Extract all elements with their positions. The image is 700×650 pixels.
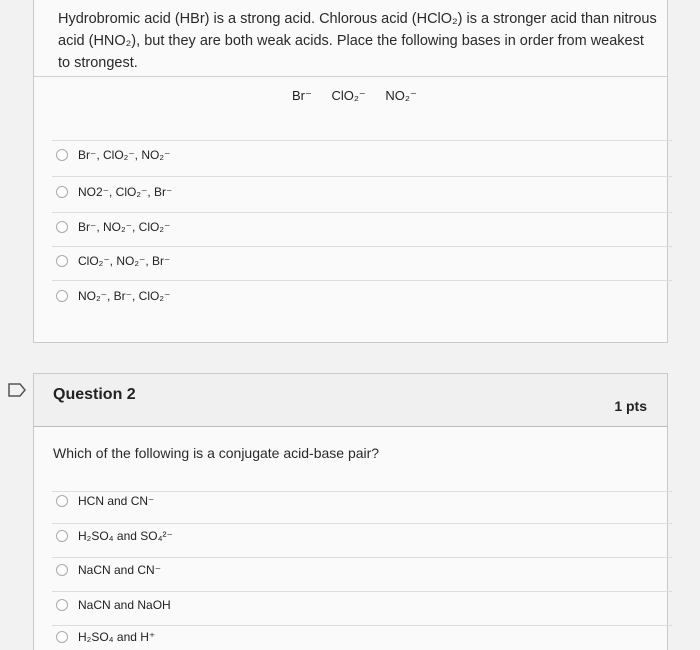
answer-option-1[interactable] (56, 489, 656, 513)
divider (52, 591, 672, 592)
question-2-body (33, 427, 668, 650)
radio-button[interactable] (56, 255, 68, 267)
answer-option-3[interactable] (56, 214, 656, 240)
answer-option-label: ClO₂⁻, NO₂⁻, Br⁻ (78, 254, 171, 268)
radio-button[interactable] (56, 290, 68, 302)
divider (34, 76, 667, 77)
answer-option-5[interactable] (56, 283, 656, 309)
radio-button[interactable] (56, 564, 68, 576)
question-title: Question 2 (53, 386, 136, 403)
answer-option-label: Br⁻, NO₂⁻, ClO₂⁻ (78, 220, 171, 234)
divider (52, 176, 672, 177)
answer-option-2[interactable] (56, 179, 656, 205)
base-item: Br⁻ (292, 88, 312, 103)
answer-option-1[interactable] (56, 142, 656, 168)
question-1-card (33, 0, 668, 343)
radio-button[interactable] (56, 631, 68, 643)
answer-option-label: HCN and CN⁻ (78, 494, 155, 508)
question-1-stem: Hydrobromic acid (HBr) is a strong acid. Chlorous acid (HClO₂) is a stronger acid than nitrous acid (HNO₂), but they are both weak acids. Place the following bases in order from weakest to strongest. (58, 11, 657, 71)
answer-option-label: H₂SO₄ and SO₄²⁻ (78, 529, 173, 543)
radio-button[interactable] (56, 186, 68, 198)
answer-option-label: NaCN and NaOH (78, 598, 171, 612)
answer-option-label: H₂SO₄ and H⁺ (78, 630, 156, 644)
divider (52, 212, 672, 213)
divider (52, 280, 672, 281)
radio-button[interactable] (56, 530, 68, 542)
question-2-header (33, 373, 668, 427)
flag-question-icon[interactable] (8, 383, 26, 397)
answer-option-4[interactable] (56, 593, 656, 617)
divider (52, 140, 672, 141)
radio-button[interactable] (56, 495, 68, 507)
answer-option-label: NaCN and CN⁻ (78, 563, 162, 577)
answer-option-4[interactable] (56, 248, 656, 274)
base-item: ClO₂⁻ (331, 88, 366, 103)
question-2-text: Which of the following is a conjugate acid-base pair? (53, 445, 380, 461)
answer-option-3[interactable] (56, 558, 656, 582)
answer-option-5[interactable] (56, 625, 656, 649)
divider (52, 246, 672, 247)
answer-option-label: NO₂⁻, Br⁻, ClO₂⁻ (78, 289, 171, 303)
question-points: 1 pts (614, 398, 647, 414)
answer-option-label: Br⁻, ClO₂⁻, NO₂⁻ (78, 148, 171, 162)
radio-button[interactable] (56, 221, 68, 233)
radio-button[interactable] (56, 599, 68, 611)
base-item: NO₂⁻ (385, 88, 417, 103)
answer-option-label: NO2⁻, ClO₂⁻, Br⁻ (78, 185, 173, 199)
answer-option-2[interactable] (56, 524, 656, 548)
bases-list (292, 88, 433, 104)
radio-button[interactable] (56, 149, 68, 161)
